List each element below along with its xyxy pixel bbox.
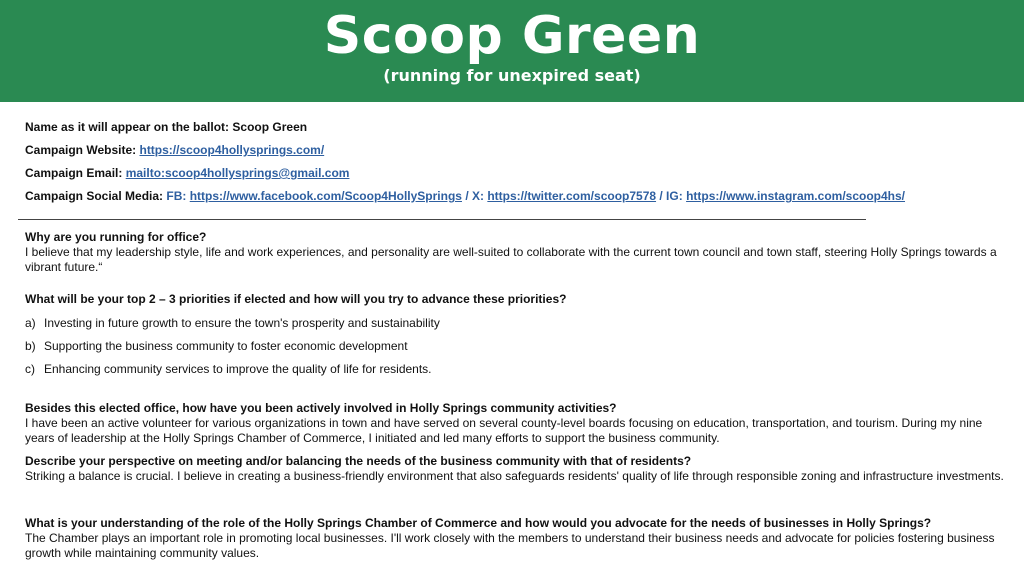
qa-priorities [25,292,1010,385]
qa-chamber-role [25,516,1010,561]
instagram-link[interactable]: https://www.instagram.com/scoop4hs/ [686,189,906,203]
website-label: Campaign Website: [25,143,137,157]
priority-item [25,339,1010,354]
email-link[interactable]: mailto:scoop4hollysprings@gmail.com [125,166,350,180]
question-community-involvement: Besides this elected office, how have you been actively involved in Holly Springs community activities? [25,401,617,415]
candidate-name-title: Scoop Green [323,6,701,66]
qa-why-running [25,230,1010,275]
facebook-link[interactable]: https://www.facebook.com/Scoop4HollySprings [189,189,462,203]
answer-why-running: I believe that my leadership style, life and work experiences, and personality are well-suited to collaborate with the current town council and town staff, steering Holly Springs towards a vibrant future.“ [25,245,997,274]
facebook-label: FB: [166,189,187,203]
question-chamber-role: What is your understanding of the role of the Holly Springs Chamber of Commerce and how would you advocate for the needs of businesses in Holly Springs? [25,516,932,530]
website-link[interactable]: https://scoop4hollysprings.com/ [139,143,325,157]
priority-text: Enhancing community services to improve the quality of life for residents. [44,362,432,376]
ballot-name-line [25,120,1010,135]
qa-community-involvement [25,401,1010,446]
question-balance-needs: Describe your perspective on meeting and/or balancing the needs of the business community with that of residents? [25,454,692,468]
email-label: Campaign Email: [25,166,123,180]
priority-marker: a) [25,316,36,330]
social-media-line [25,189,1010,204]
priority-item [25,362,1010,377]
candidate-content [25,120,1010,560]
x-link[interactable]: https://twitter.com/scoop7578 [487,189,657,203]
instagram-label: / IG: [659,189,683,203]
ballot-name-label: Name as it will appear on the ballot: [25,120,230,134]
question-priorities: What will be your top 2 – 3 priorities if elected and how will you try to advance these priorities? [25,292,567,306]
priority-marker: c) [25,362,35,376]
answer-balance-needs: Striking a balance is crucial. I believe in creating a business-friendly environment that also safeguards residents' quality of life through responsible zoning and infrastructure investments. [25,469,1004,483]
section-divider [18,219,866,220]
website-line [25,143,1010,158]
priority-marker: b) [25,339,36,353]
candidate-subtitle: (running for unexpired seat) [383,66,641,85]
priority-text: Supporting the business community to foster economic development [44,339,408,353]
ballot-name-value: Scoop Green [232,120,308,134]
question-why-running: Why are you running for office? [25,230,207,244]
priority-text: Investing in future growth to ensure the town's prosperity and sustainability [44,316,440,330]
answer-chamber-role: The Chamber plays an important role in promoting local businesses. I'll work closely with the members to understand their business needs and advocate for policies fostering business growth while maintaining community values. [25,531,995,560]
priority-item [25,316,1010,331]
header-banner [0,0,1024,102]
x-label: / X: [465,189,484,203]
answer-community-involvement: I have been an active volunteer for various organizations in town and have served on several county-level boards focusing on education, transportation, and tourism. During my nine years of leadership at the Holly Springs Chamber of Commerce, I initiated and led many efforts to support the business community. [25,416,983,445]
social-media-label: Campaign Social Media: [25,189,164,203]
email-line [25,166,1010,181]
qa-balance-needs [25,454,1010,484]
